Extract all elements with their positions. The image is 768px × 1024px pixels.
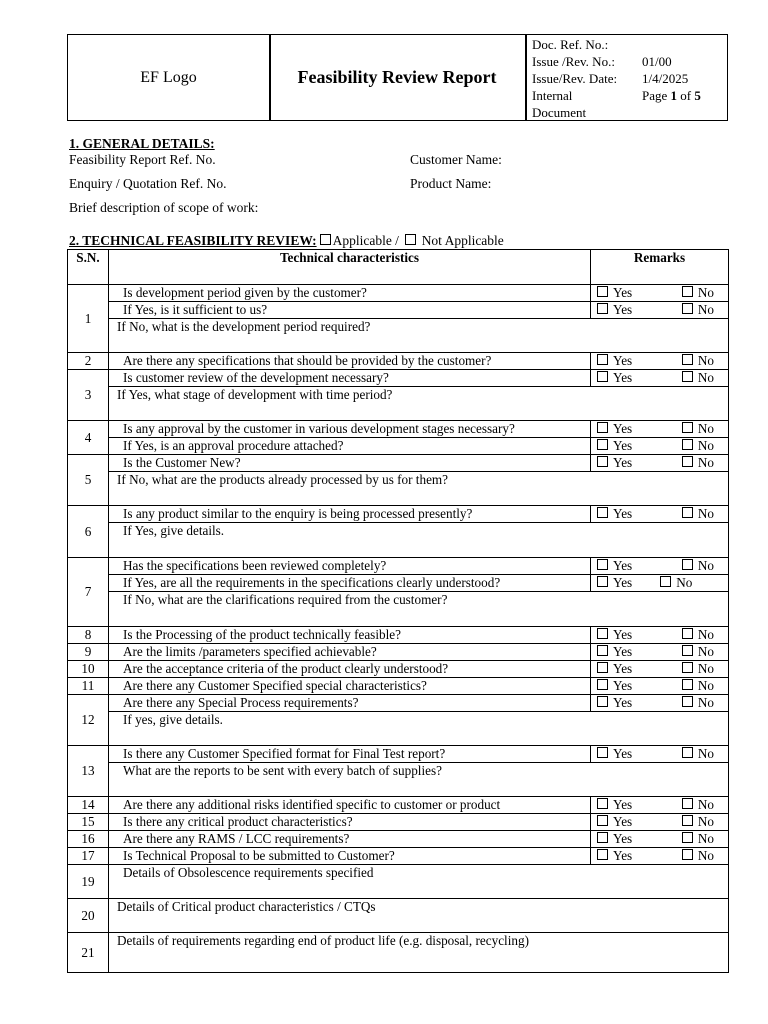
sn-cell: 13 (68, 746, 109, 797)
table-row (68, 370, 729, 387)
yes-no-cell (591, 353, 729, 370)
question-cell: Is any product similar to the enquiry is being processed presently? (109, 506, 591, 523)
question-cell: If Yes, are all the requirements in the specifications clearly understood? (109, 575, 591, 592)
checkbox-icon (682, 832, 693, 843)
table-row (68, 763, 729, 797)
table-row (68, 302, 729, 319)
sn-cell: 3 (68, 370, 109, 421)
no-option[interactable]: No (682, 678, 714, 694)
no-option[interactable]: No (682, 455, 714, 471)
yes-no-cell (591, 302, 729, 319)
no-option[interactable]: No (682, 661, 714, 677)
checkbox-icon (682, 628, 693, 639)
yes-option[interactable]: Yes (597, 814, 632, 830)
checkbox-icon (682, 286, 693, 297)
meta-issue-date: Issue/Rev. Date: 1/4/2025 (532, 71, 689, 86)
sn-cell: 5 (68, 455, 109, 506)
sn-cell: 4 (68, 421, 109, 455)
question-cell: What are the reports to be sent with every batch of supplies? (109, 763, 729, 797)
checkbox-icon (682, 456, 693, 467)
question-cell: Is there any critical product characteristics? (109, 814, 591, 831)
question-cell: Is Technical Proposal to be submitted to Customer? (109, 848, 591, 865)
yes-option[interactable]: Yes (597, 353, 632, 369)
table-header-row (68, 250, 729, 285)
sn-cell: 14 (68, 797, 109, 814)
no-option[interactable]: No (682, 695, 714, 711)
table-row (68, 933, 729, 973)
no-option[interactable]: No (682, 831, 714, 847)
no-option[interactable]: No (682, 421, 714, 437)
question-cell: If Yes, give details. (109, 523, 729, 558)
table-row (68, 558, 729, 575)
table-row (68, 506, 729, 523)
checkbox-icon (597, 286, 608, 297)
yes-option[interactable]: Yes (597, 695, 632, 711)
table-row (68, 695, 729, 712)
checkbox-icon (682, 507, 693, 518)
question-cell: Are the limits /parameters specified achievable? (109, 644, 591, 661)
sn-cell: 9 (68, 644, 109, 661)
yes-no-cell (591, 558, 729, 575)
sn-cell: 1 (68, 285, 109, 353)
yes-no-cell (591, 421, 729, 438)
company-logo: EF Logo (68, 35, 271, 120)
applicable-checkbox[interactable] (320, 234, 331, 245)
technical-heading: 2. TECHNICAL FEASIBILITY REVIEW: (69, 233, 317, 248)
checkbox-icon (597, 371, 608, 382)
question-cell: Are the acceptance criteria of the product clearly understood? (109, 661, 591, 678)
question-cell: If yes, give details. (109, 712, 729, 746)
checkbox-icon (597, 696, 608, 707)
meta-issue-rev: Issue /Rev. No.: 01/00 (532, 54, 672, 69)
question-cell: Is customer review of the development necessary? (109, 370, 591, 387)
checkbox-icon (682, 354, 693, 365)
no-option[interactable]: No (682, 302, 714, 318)
yes-option[interactable]: Yes (597, 285, 632, 301)
question-cell: Details of requirements regarding end of product life (e.g. disposal, recycling) (109, 933, 729, 973)
question-cell: If No, what is the development period required? (109, 319, 729, 353)
not-applicable-checkbox[interactable] (405, 234, 416, 245)
yes-no-cell (591, 814, 729, 831)
yes-option[interactable]: Yes (597, 848, 632, 864)
table-row (68, 455, 729, 472)
table-row (68, 592, 729, 627)
checkbox-icon (597, 679, 608, 690)
table-row (68, 421, 729, 438)
yes-option[interactable]: Yes (597, 661, 632, 677)
customer-name-label: Customer Name: (410, 152, 502, 167)
table-row (68, 661, 729, 678)
checkbox-icon (597, 439, 608, 450)
yes-option[interactable]: Yes (597, 302, 632, 318)
technical-review-table (67, 249, 729, 973)
checkbox-icon (682, 815, 693, 826)
table-row (68, 644, 729, 661)
technical-heading-row: 2. TECHNICAL FEASIBILITY REVIEW: Applicable / Not Applicable (69, 233, 504, 248)
table-row (68, 746, 729, 763)
table-row (68, 319, 729, 353)
yes-option[interactable]: Yes (597, 421, 632, 437)
yes-no-cell (591, 848, 729, 865)
yes-no-cell (591, 285, 729, 302)
yes-no-cell (591, 661, 729, 678)
sn-cell: 19 (68, 865, 109, 899)
checkbox-icon (660, 576, 671, 587)
document-title: Feasibility Review Report (269, 35, 527, 120)
sn-cell: 10 (68, 661, 109, 678)
no-option[interactable]: No (682, 370, 714, 386)
table-row (68, 575, 729, 592)
table-row (68, 472, 729, 506)
meta-page: Internal Page 1 of 5 (532, 88, 701, 103)
yes-no-cell (591, 644, 729, 661)
no-option[interactable]: No (682, 438, 714, 454)
question-cell: Are there any specifications that should be provided by the customer? (109, 353, 591, 370)
no-option[interactable]: No (682, 353, 714, 369)
question-cell: Are there any Customer Specified special characteristics? (109, 678, 591, 695)
checkbox-icon (682, 422, 693, 433)
no-option[interactable]: No (682, 797, 714, 813)
yes-no-cell (591, 746, 729, 763)
col-remarks-header: Remarks (591, 250, 729, 285)
question-cell: Are there any RAMS / LCC requirements? (109, 831, 591, 848)
yes-no-cell (591, 438, 729, 455)
checkbox-icon (597, 354, 608, 365)
question-cell: Is the Customer New? (109, 455, 591, 472)
document-meta (532, 36, 727, 121)
table-row (68, 712, 729, 746)
sn-cell: 8 (68, 627, 109, 644)
table-row (68, 899, 729, 933)
question-cell: Details of Critical product characteristics / CTQs (109, 899, 729, 933)
no-option[interactable]: No (682, 848, 714, 864)
checkbox-icon (597, 645, 608, 656)
yes-option[interactable]: Yes (597, 438, 632, 454)
yes-no-cell (591, 575, 729, 592)
meta-document: Document (532, 105, 587, 120)
sn-cell: 11 (68, 678, 109, 695)
checkbox-icon (682, 645, 693, 656)
checkbox-icon (682, 679, 693, 690)
question-cell: If Yes, is it sufficient to us? (109, 302, 591, 319)
yes-no-cell (591, 506, 729, 523)
yes-option[interactable]: Yes (597, 678, 632, 694)
no-option[interactable]: No (682, 644, 714, 660)
checkbox-icon (682, 371, 693, 382)
checkbox-icon (682, 798, 693, 809)
yes-no-cell (591, 695, 729, 712)
yes-no-cell (591, 831, 729, 848)
sn-cell: 16 (68, 831, 109, 848)
question-cell: Is any approval by the customer in various development stages necessary? (109, 421, 591, 438)
no-option[interactable]: No (682, 627, 714, 643)
question-cell: If No, what are the clarifications required from the customer? (109, 592, 729, 627)
no-option[interactable]: No (660, 575, 692, 591)
no-option[interactable]: No (682, 746, 714, 762)
question-cell: If Yes, is an approval procedure attached? (109, 438, 591, 455)
question-cell: Has the specifications been reviewed completely? (109, 558, 591, 575)
table-row (68, 678, 729, 695)
checkbox-icon (597, 303, 608, 314)
no-option[interactable]: No (682, 285, 714, 301)
checkbox-icon (597, 815, 608, 826)
yes-option[interactable]: Yes (597, 575, 632, 591)
checkbox-icon (597, 507, 608, 518)
table-row (68, 831, 729, 848)
question-cell: Are there any additional risks identified specific to customer or product (109, 797, 591, 814)
table-row (68, 865, 729, 899)
yes-option[interactable]: Yes (597, 831, 632, 847)
checkbox-icon (682, 696, 693, 707)
question-cell: Is there any Customer Specified format for Final Test report? (109, 746, 591, 763)
sn-cell: 21 (68, 933, 109, 973)
product-name-label: Product Name: (410, 176, 492, 191)
sn-cell: 2 (68, 353, 109, 370)
enquiry-ref-label: Enquiry / Quotation Ref. No. (69, 176, 227, 191)
yes-option[interactable]: Yes (597, 370, 632, 386)
yes-no-cell (591, 678, 729, 695)
checkbox-icon (682, 747, 693, 758)
table-row (68, 387, 729, 421)
sn-cell: 20 (68, 899, 109, 933)
yes-option[interactable]: Yes (597, 558, 632, 574)
checkbox-icon (597, 559, 608, 570)
report-ref-label: Feasibility Report Ref. No. (69, 152, 216, 167)
meta-doc-ref: Doc. Ref. No.: (532, 37, 609, 52)
question-cell: Details of Obsolescence requirements specified (109, 865, 729, 899)
checkbox-icon (682, 439, 693, 450)
sn-cell: 7 (68, 558, 109, 627)
table-row (68, 523, 729, 558)
question-cell: Are there any Special Process requirements? (109, 695, 591, 712)
yes-no-cell (591, 627, 729, 644)
yes-option[interactable]: Yes (597, 455, 632, 471)
question-cell: Is the Processing of the product technically feasible? (109, 627, 591, 644)
no-option[interactable]: No (682, 558, 714, 574)
checkbox-icon (597, 798, 608, 809)
checkbox-icon (597, 662, 608, 673)
table-row (68, 438, 729, 455)
question-cell: If Yes, what stage of development with time period? (109, 387, 729, 421)
checkbox-icon (682, 849, 693, 860)
checkbox-icon (597, 628, 608, 639)
yes-no-cell (591, 370, 729, 387)
general-details-heading: 1. GENERAL DETAILS: (69, 136, 215, 151)
sn-cell: 12 (68, 695, 109, 746)
col-tech-header: Technical characteristics (109, 250, 591, 285)
document-header (67, 34, 728, 121)
table-row (68, 848, 729, 865)
table-row (68, 285, 729, 302)
checkbox-icon (682, 662, 693, 673)
yes-no-cell (591, 455, 729, 472)
no-option[interactable]: No (682, 506, 714, 522)
sn-cell: 17 (68, 848, 109, 865)
checkbox-icon (682, 303, 693, 314)
yes-option[interactable]: Yes (597, 644, 632, 660)
question-cell: If No, what are the products already processed by us for them? (109, 472, 729, 506)
checkbox-icon (597, 832, 608, 843)
yes-no-cell (591, 797, 729, 814)
table-row (68, 797, 729, 814)
question-cell: Is development period given by the customer? (109, 285, 591, 302)
yes-option[interactable]: Yes (597, 797, 632, 813)
checkbox-icon (597, 576, 608, 587)
scope-label: Brief description of scope of work: (69, 200, 259, 215)
checkbox-icon (682, 559, 693, 570)
table-row (68, 353, 729, 370)
sn-cell: 6 (68, 506, 109, 558)
checkbox-icon (597, 849, 608, 860)
table-row (68, 814, 729, 831)
no-option[interactable]: No (682, 814, 714, 830)
checkbox-icon (597, 422, 608, 433)
col-sn-header: S.N. (68, 250, 109, 285)
yes-option[interactable]: Yes (597, 627, 632, 643)
yes-option[interactable]: Yes (597, 746, 632, 762)
checkbox-icon (597, 456, 608, 467)
table-row (68, 627, 729, 644)
yes-option[interactable]: Yes (597, 506, 632, 522)
checkbox-icon (597, 747, 608, 758)
sn-cell: 15 (68, 814, 109, 831)
